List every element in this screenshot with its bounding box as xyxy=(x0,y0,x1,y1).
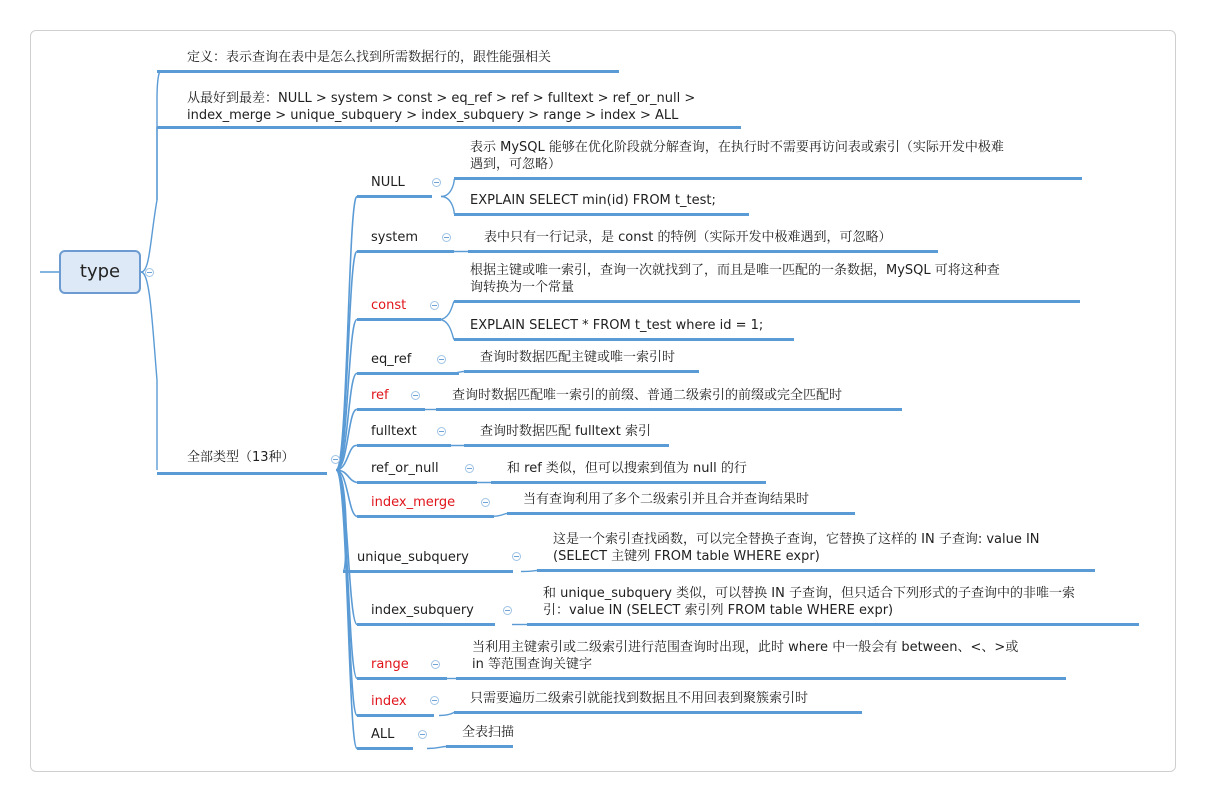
note-underline xyxy=(491,481,766,484)
type-note-const[interactable]: EXPLAIN SELECT * FROM t_test where id = 1; xyxy=(470,318,764,333)
type-note-range[interactable]: 当利用主键索引或二级索引进行范围查询时出现，此时 where 中一般会有 between、<、>或 xyxy=(472,640,1019,655)
collapse-icon[interactable] xyxy=(418,730,427,739)
type-note-eq-ref[interactable]: 查询时数据匹配主键或唯一索引时 xyxy=(480,350,676,365)
note-underline xyxy=(454,213,749,216)
ranking-line-2[interactable]: index_merge > unique_subquery > index_subquery > range > index > ALL xyxy=(187,108,679,123)
type-note-const[interactable]: 询转换为一个常量 xyxy=(470,280,575,295)
type-node-system[interactable]: system xyxy=(371,230,418,245)
ranking-line-1[interactable]: 从最好到最差：NULL > system > const > eq_ref > ref > fulltext > ref_or_null > xyxy=(187,91,696,106)
type-underline xyxy=(357,677,447,680)
type-note-ref[interactable]: 查询时数据匹配唯一索引的前缀、普通二级索引的前缀或完全匹配时 xyxy=(452,388,843,403)
collapse-icon[interactable] xyxy=(442,233,451,242)
type-node-null[interactable]: NULL xyxy=(371,175,405,190)
type-underline xyxy=(357,515,494,518)
note-underline xyxy=(454,177,1082,180)
note-underline xyxy=(527,623,1139,626)
type-underline xyxy=(357,250,454,253)
collapse-icon[interactable] xyxy=(465,464,474,473)
type-note-range[interactable]: in 等范围查询关键字 xyxy=(472,657,592,672)
type-underline xyxy=(357,747,413,750)
collapse-icon[interactable] xyxy=(481,498,490,507)
type-node-index-merge[interactable]: index_merge xyxy=(371,495,456,510)
definition-underline xyxy=(157,70,619,73)
type-node-ref[interactable]: ref xyxy=(371,388,389,403)
type-underline xyxy=(357,408,425,411)
type-node-fulltext[interactable]: fulltext xyxy=(371,424,417,439)
note-underline xyxy=(454,300,1080,303)
type-note-unique-subquery[interactable]: 这是一个索引查找函数，可以完全替换子查询，它替换了这样的 IN 子查询: value IN xyxy=(553,532,1040,547)
type-node-ref-or-null[interactable]: ref_or_null xyxy=(371,461,439,476)
root-node[interactable]: type xyxy=(59,250,141,294)
type-note-null[interactable]: 遇到，可忽略） xyxy=(470,157,562,172)
note-underline xyxy=(454,711,862,714)
type-underline xyxy=(357,481,477,484)
type-underline xyxy=(357,195,432,198)
type-note-null[interactable]: EXPLAIN SELECT min(id) FROM t_test; xyxy=(470,193,716,208)
note-underline xyxy=(454,338,794,341)
note-underline xyxy=(436,408,902,411)
type-underline xyxy=(357,714,434,717)
collapse-icon[interactable] xyxy=(432,178,441,187)
type-node-const[interactable]: const xyxy=(371,298,407,313)
type-note-index-merge[interactable]: 当有查询利用了多个二级索引并且合并查询结果时 xyxy=(523,492,810,507)
collapse-icon[interactable] xyxy=(430,301,439,310)
type-node-index[interactable]: index xyxy=(371,694,407,709)
type-note-ref-or-null[interactable]: 和 ref 类似，但可以搜索到值为 null 的行 xyxy=(507,461,747,476)
type-note-system[interactable]: 表中只有一行记录，是 const 的特例（实际开发中极难遇到，可忽略） xyxy=(484,230,892,245)
type-node-range[interactable]: range xyxy=(371,657,409,672)
type-note-unique-subquery[interactable]: (SELECT 主键列 FROM table WHERE expr) xyxy=(553,549,820,564)
type-note-all[interactable]: 全表扫描 xyxy=(462,725,515,740)
collapse-icon[interactable] xyxy=(431,660,440,669)
all-types-underline xyxy=(157,472,327,475)
type-note-index-subquery[interactable]: 引：value IN (SELECT 索引列 FROM table WHERE expr) xyxy=(543,603,894,618)
collapse-icon[interactable] xyxy=(331,455,340,464)
collapse-icon[interactable] xyxy=(437,355,446,364)
type-node-index-subquery[interactable]: index_subquery xyxy=(371,603,474,618)
type-note-null[interactable]: 表示 MySQL 能够在优化阶段就分解查询，在执行时不需要再访问表或索引（实际开发中极难 xyxy=(470,140,1004,155)
type-underline xyxy=(343,570,513,573)
note-underline xyxy=(507,512,855,515)
type-underline xyxy=(357,623,495,626)
note-underline xyxy=(446,745,513,748)
collapse-icon[interactable] xyxy=(430,696,439,705)
ranking-underline xyxy=(157,126,741,129)
type-underline xyxy=(357,318,441,321)
collapse-icon[interactable] xyxy=(512,552,521,561)
collapse-icon[interactable] xyxy=(437,427,446,436)
note-underline xyxy=(464,444,669,447)
definition-node[interactable]: 定义：表示查询在表中是怎么找到所需数据行的，跟性能强相关 xyxy=(187,50,552,65)
type-node-all[interactable]: ALL xyxy=(371,727,395,742)
note-underline xyxy=(537,569,1095,572)
type-note-index-subquery[interactable]: 和 unique_subquery 类似，可以替换 IN 子查询，但只适合下列形式的子查询中的非唯一索 xyxy=(543,586,1075,601)
collapse-icon[interactable] xyxy=(503,606,512,615)
type-note-index[interactable]: 只需要遍历二级索引就能找到数据且不用回表到聚簇索引时 xyxy=(470,691,809,706)
all-types-node[interactable]: 全部类型（13种） xyxy=(187,450,295,465)
collapse-icon[interactable] xyxy=(145,268,154,277)
note-underline xyxy=(464,370,699,373)
type-underline xyxy=(357,444,451,447)
type-node-eq-ref[interactable]: eq_ref xyxy=(371,352,412,367)
type-underline xyxy=(357,372,459,375)
type-note-fulltext[interactable]: 查询时数据匹配 fulltext 索引 xyxy=(480,424,651,439)
note-underline xyxy=(456,677,1066,680)
type-node-unique-subquery[interactable]: unique_subquery xyxy=(357,550,469,565)
type-note-const[interactable]: 根据主键或唯一索引，查询一次就找到了，而且是唯一匹配的一条数据，MySQL 可将这种查 xyxy=(470,263,1000,278)
note-underline xyxy=(468,250,938,253)
collapse-icon[interactable] xyxy=(411,391,420,400)
